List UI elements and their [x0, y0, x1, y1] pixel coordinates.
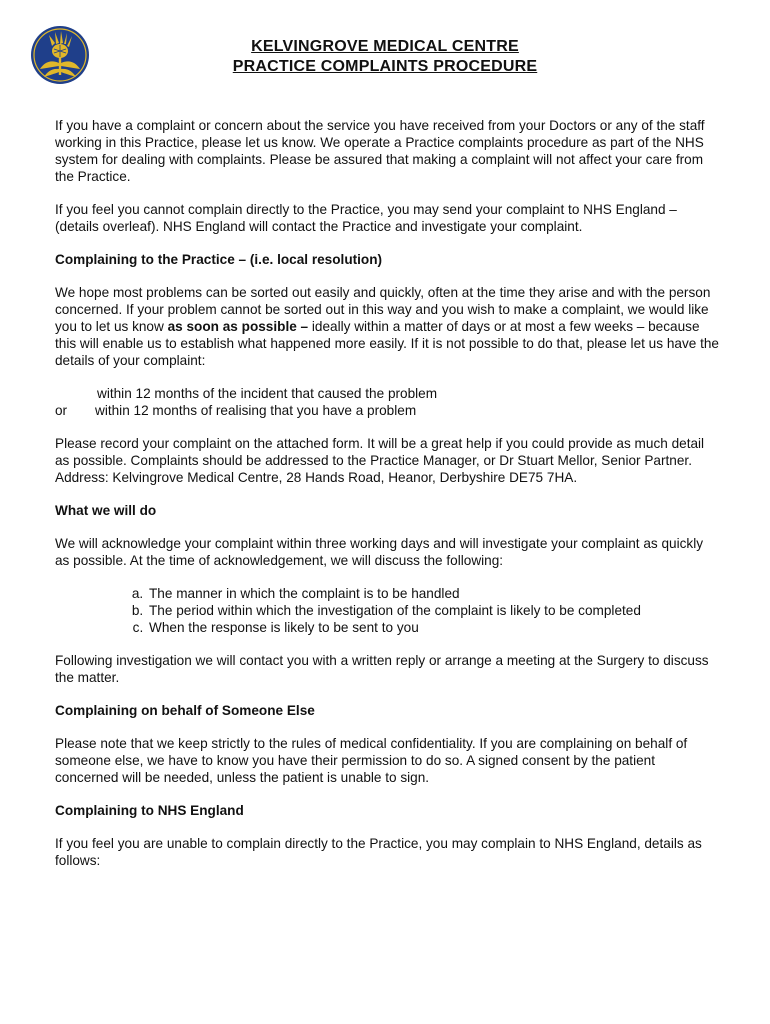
list-item: a. The manner in which the complaint is to be handled — [147, 585, 720, 602]
document-subtitle: PRACTICE COMPLAINTS PROCEDURE — [232, 58, 538, 75]
acknowledgement-paragraph: We will acknowledge your complaint within three working days and will investigate your complaint as quickly as possible. At the time of acknowledgement, we will discuss the following: — [55, 536, 704, 568]
local-resolution-text-start: We hope most problems can be sorted out easily and quickly, often at the time they arise and with the person concerned. If your problem cannot be sorted out in this way and you wish to make a complaint, we would like you to let us know — [55, 285, 711, 334]
section-heading-what-we-will-do: What we will do — [55, 503, 157, 518]
nhs-england-intro-paragraph: If you feel you cannot complain directly to the Practice, you may send your complaint to NHS England – (details overleaf). NHS England will contact the Practice and investigate your complaint. — [55, 202, 677, 234]
confidentiality-paragraph: Please note that we keep strictly to the rules of medical confidentiality. If you are complaining on behalf of someone else, we have to know you have their permission to do so. A signed consent by the patient concerned will be needed, unless the patient is unable to sign. — [55, 736, 688, 785]
or-label: or — [55, 403, 68, 418]
asap-emphasis: as soon as possible – — [167, 319, 309, 334]
time-limit-line — [55, 385, 720, 402]
intro-paragraph: If you have a complaint or concern about the service you have received from your Doctors or any of the staff working in this Practice, please let us know. We operate a Practice complaints procedure as part of the NHS system for dealing with complaints. Please be assured that making a complaint will not affect your care from the Practice. — [55, 118, 705, 184]
section-heading-local-resolution: Complaining to the Practice – (i.e. local resolution) — [55, 252, 383, 267]
list-item: c. When the response is likely to be sent to you — [147, 619, 720, 636]
thistle-emblem-icon — [30, 25, 90, 85]
investigation-paragraph: Following investigation we will contact you with a written reply or arrange a meeting at the Surgery to discuss the matter. — [55, 653, 709, 685]
discussion-list — [55, 585, 720, 636]
time-limits — [55, 385, 720, 419]
nhs-england-paragraph: If you feel you are unable to complain directly to the Practice, you may complain to NHS England, details as follows: — [55, 836, 702, 868]
section-heading-nhs-england: Complaining to NHS England — [55, 803, 244, 818]
time-limit-incident: within 12 months of the incident that caused the problem — [97, 386, 438, 401]
section-heading-on-behalf: Complaining on behalf of Someone Else — [55, 703, 315, 718]
list-item: b. The period within which the investigation of the complaint is likely to be completed — [147, 602, 720, 619]
time-limit-line — [55, 402, 720, 419]
document-title: KELVINGROVE MEDICAL CENTRE — [251, 38, 519, 55]
document-body — [55, 117, 720, 885]
local-resolution-text-end: ideally within a matter of days or at most a few weeks – because this will enable us to establish what happened more easily. If it is not possible to do that, please let us have the details of your complaint: — [55, 319, 719, 368]
time-limit-realising: within 12 months of realising that you have a problem — [95, 403, 417, 418]
local-resolution-paragraph — [55, 284, 720, 369]
record-complaint-paragraph: Please record your complaint on the attached form. It will be a great help if you could provide as much detail as possible. Complaints should be addressed to the Practice Manager, or Dr Stuart Mellor, Senior Partner. Address: Kelvingrove Medical Centre, 28 Hands Road, Heanor, Derbyshire DE75 7HA. — [55, 436, 705, 485]
